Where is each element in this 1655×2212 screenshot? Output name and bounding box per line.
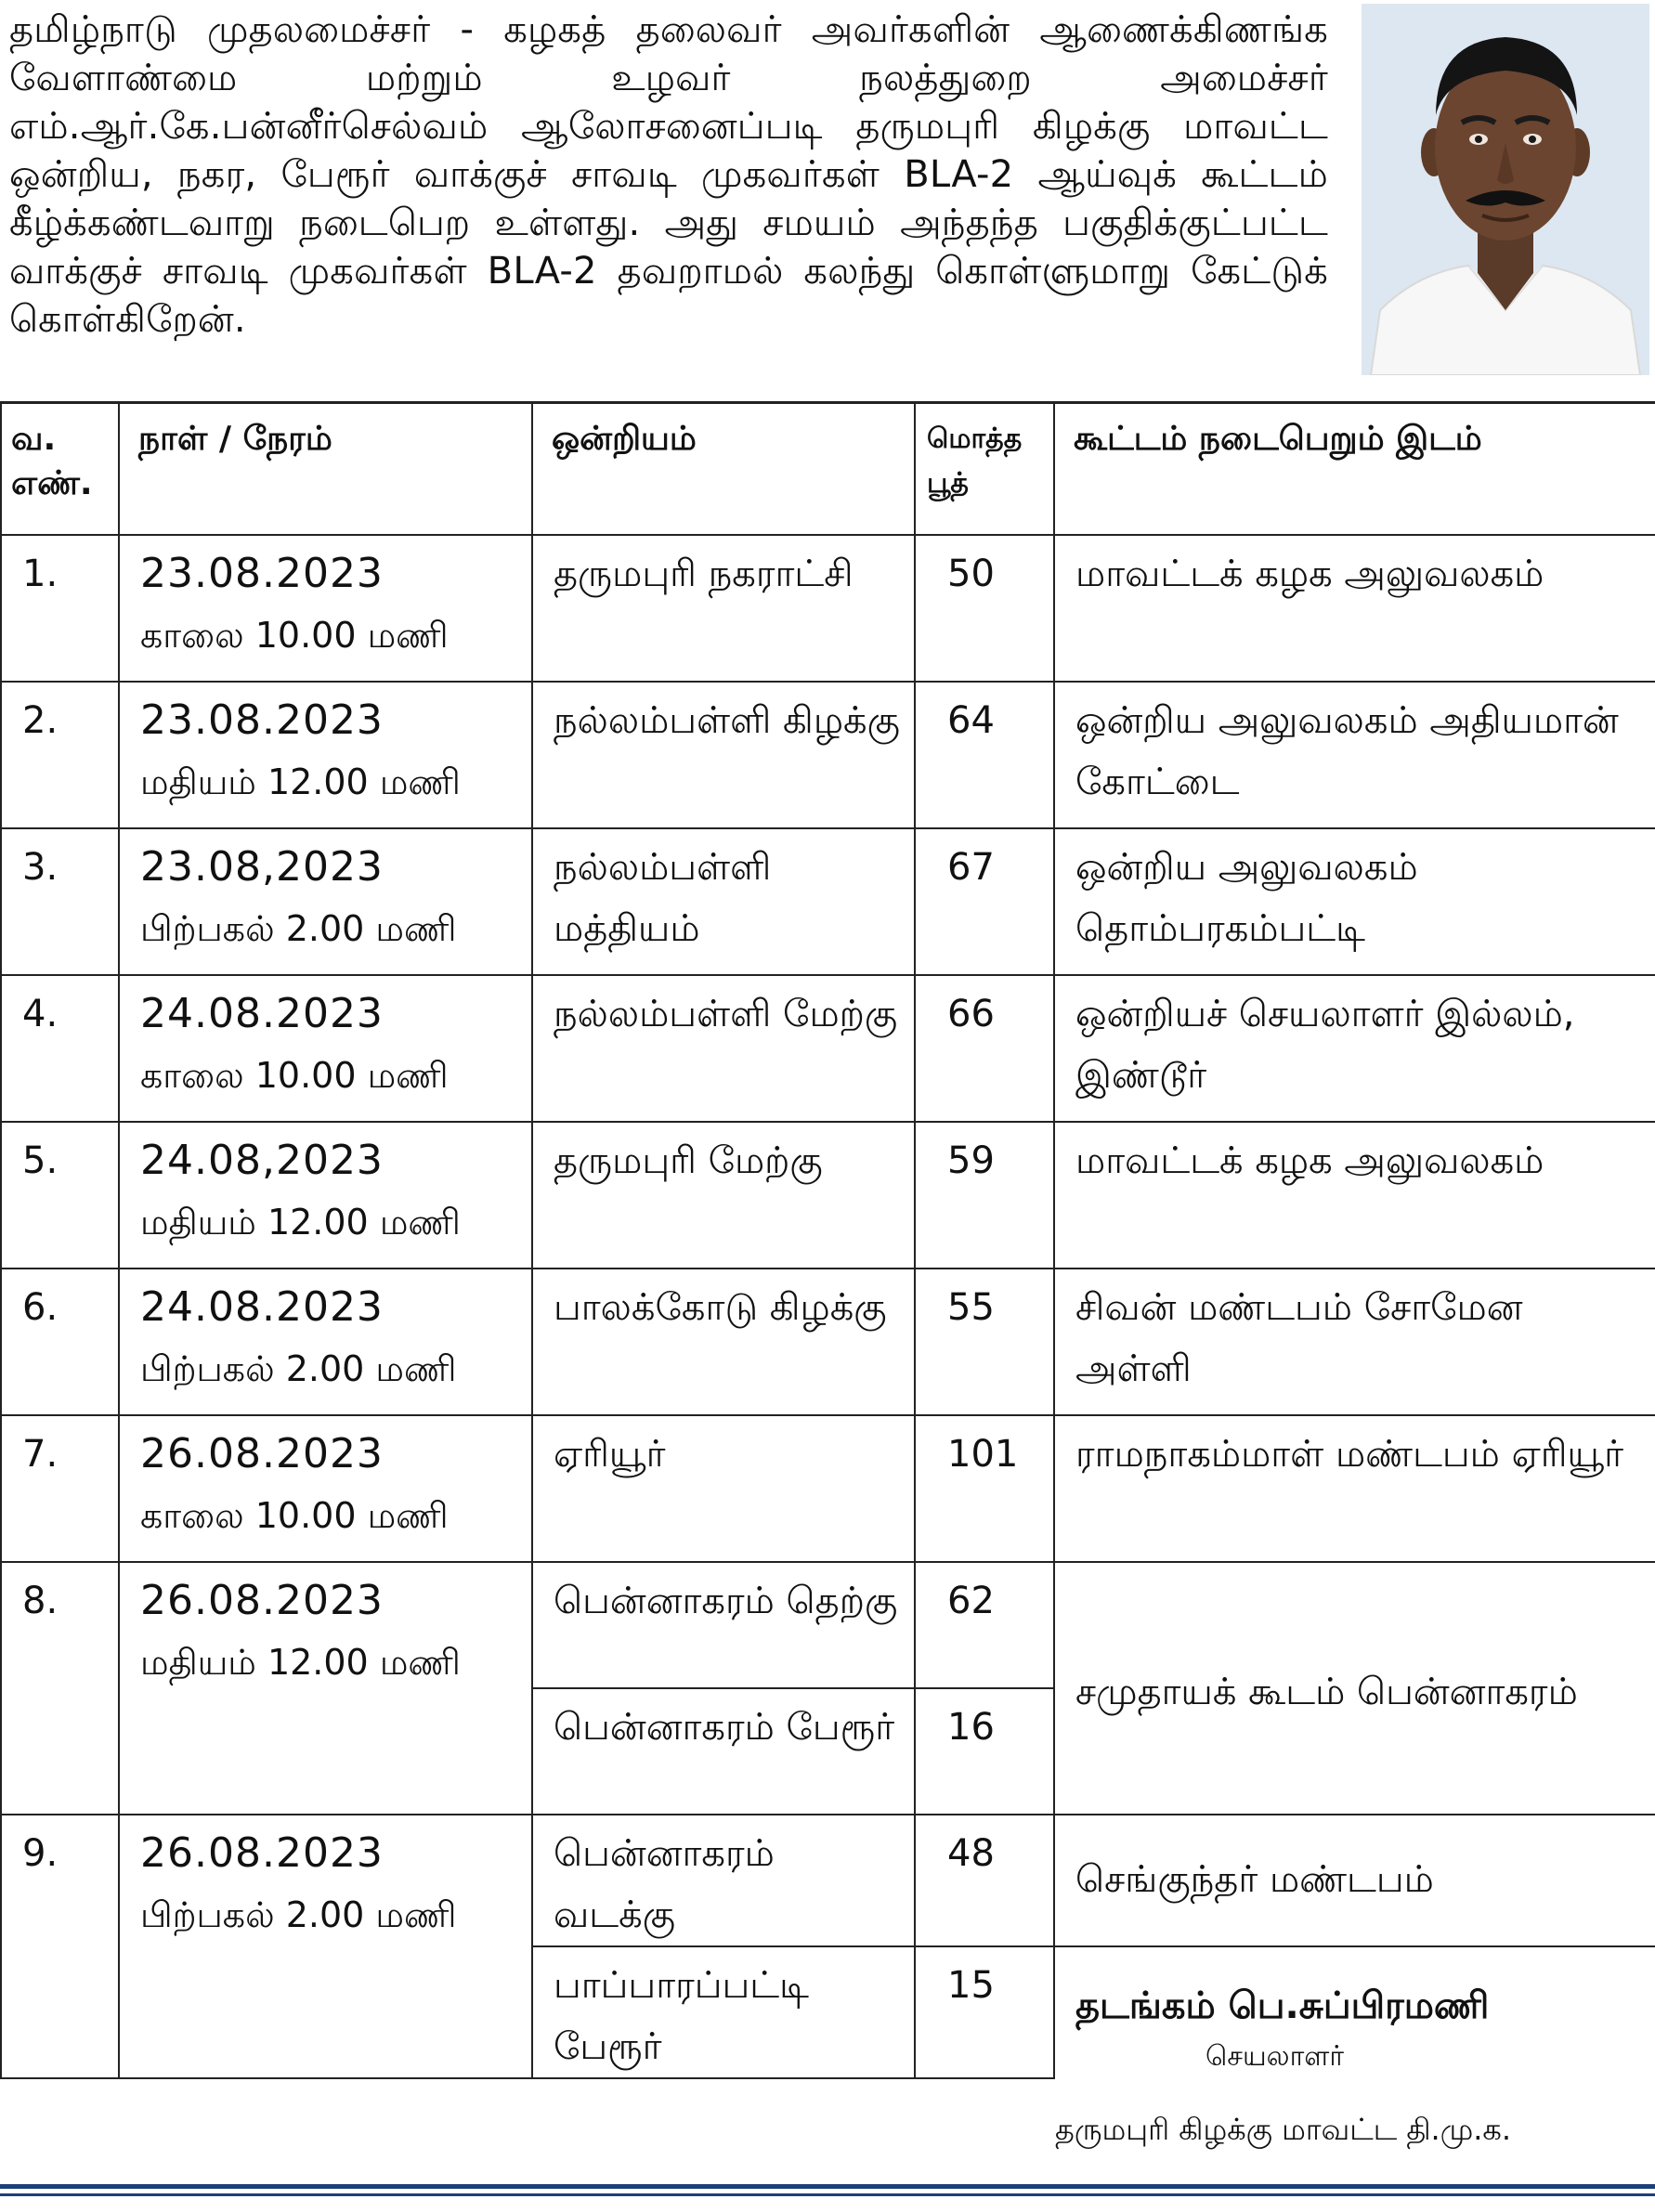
header-booth-count: மொத்த பூத்: [915, 403, 1054, 535]
table-row: [1, 535, 1655, 682]
row-union: ஏரியூர்: [532, 1415, 915, 1562]
row-union: தருமபுரி நகராட்சி: [532, 535, 915, 682]
header-venue: கூட்டம் நடைபெறும் இடம்: [1054, 403, 1655, 535]
row-serial: 5.: [1, 1122, 119, 1269]
row-booth-count: 48: [915, 1815, 1054, 1946]
row-time: பிற்பகல் 2.00 மணி: [140, 907, 457, 949]
row-venue: ராமநாகம்மாள் மண்டபம் ஏரியூர்: [1054, 1415, 1655, 1562]
row-serial: 2.: [1, 682, 119, 828]
row-venue: மாவட்டக் கழக அலுவலகம்: [1054, 1122, 1655, 1269]
row-date-time: [119, 1562, 532, 1815]
signatory-role: செயலாளர்: [1205, 2039, 1345, 2073]
intro-paragraph: தமிழ்நாடு முதலமைச்சர் - கழகத் தலைவர் அவர்களின் ஆணைக்கிணங்க வேளாண்மை மற்றும் உழவர் நலத்துறை அமைச்சர் எம்.ஆர்.கே.பன்னீர்செல்வம் ஆலோசனைப்படி தருமபுரி கிழக்கு மாவட்ட ஒன்றிய, நகர, பேரூர் வாக்குச் சாவடி முகவர்கள் BLA-2 ஆய்வுக் கூட்டம் கீழ்க்கண்டவாறு நடைபெற உள்ளது. அது சமயம் அந்தந்த பகுதிக்குட்பட்ட வாக்குச் சாவடி முகவர்கள் BLA-2 தவறாமல் கலந்து கொள்ளுமாறு கேட்டுக் கொள்கிறேன்.: [9, 8, 1328, 341]
row-union: நல்லம்பள்ளி கிழக்கு: [532, 682, 915, 828]
row-union: பென்னாகரம் தெற்கு: [532, 1562, 915, 1688]
row-date-time: [119, 975, 532, 1122]
row-date: 24.08.2023: [140, 1282, 384, 1331]
table-row: [1, 975, 1655, 1122]
row-date-time: [119, 1415, 532, 1562]
table-header-row: [1, 403, 1655, 535]
portrait-photo: [1362, 4, 1649, 375]
row-venue: ஒன்றியச் செயலாளர் இல்லம், இண்டூர்: [1054, 975, 1655, 1122]
row-venue: சமுதாயக் கூடம் பென்னாகரம்: [1054, 1562, 1655, 1815]
row-booth-count: 59: [915, 1122, 1054, 1269]
row-booth-count: 67: [915, 828, 1054, 975]
row-union: தருமபுரி மேற்கு: [532, 1122, 915, 1269]
meeting-schedule-table: [0, 401, 1655, 2079]
row-date-time: [119, 1269, 532, 1415]
row-serial: 1.: [1, 535, 119, 682]
row-date: 26.08.2023: [140, 1429, 384, 1477]
row-union: பென்னாகரம் வடக்கு: [532, 1815, 915, 1946]
row-venue: செங்குந்தர் மண்டபம்: [1054, 1815, 1655, 1946]
row-booth-count: 66: [915, 975, 1054, 1122]
row-booth-count: 50: [915, 535, 1054, 682]
footer-rule: [0, 2184, 1655, 2189]
row-serial: 8.: [1, 1562, 119, 1815]
row-venue: ஒன்றிய அலுவலகம் அதியமான் கோட்டை: [1054, 682, 1655, 828]
row-union: நல்லம்பள்ளி மேற்கு: [532, 975, 915, 1122]
row-date: 26.08.2023: [140, 1828, 384, 1877]
row-date-time: [119, 682, 532, 828]
row-date-time: [119, 828, 532, 975]
row-serial: 6.: [1, 1269, 119, 1415]
row-time: மதியம் 12.00 மணி: [140, 761, 461, 802]
row-date: 24.08,2023: [140, 1136, 384, 1184]
footer-rule-thin: [0, 2193, 1655, 2196]
row-venue: ஒன்றிய அலுவலகம் தொம்பரகம்பட்டி: [1054, 828, 1655, 975]
table-row: [1, 1122, 1655, 1269]
row-time: காலை 10.00 மணி: [140, 614, 449, 656]
signatory-name: தடங்கம் பெ.சுப்பிரமணி: [1075, 1984, 1490, 2027]
signatory-organization: தருமபுரி கிழக்கு மாவட்ட தி.மு.க.: [1055, 2112, 1512, 2147]
row-serial: 7.: [1, 1415, 119, 1562]
row-time: மதியம் 12.00 மணி: [140, 1641, 461, 1683]
row-date: 23.08.2023: [140, 549, 384, 597]
row-time: பிற்பகல் 2.00 மணி: [140, 1893, 457, 1935]
row-date-time: [119, 1815, 532, 2078]
row-union: பாப்பாரப்பட்டி பேரூர்: [532, 1946, 915, 2078]
row-date-time: [119, 535, 532, 682]
header-union: ஒன்றியம்: [532, 403, 915, 535]
row-time: காலை 10.00 மணி: [140, 1054, 449, 1096]
row-time: பிற்பகல் 2.00 மணி: [140, 1347, 457, 1389]
row-date: 26.08.2023: [140, 1576, 384, 1624]
row-booth-count: 64: [915, 682, 1054, 828]
table-row: [1, 1269, 1655, 1415]
row-booth-count: 62: [915, 1562, 1054, 1688]
row-date: 24.08.2023: [140, 989, 384, 1037]
row-time: மதியம் 12.00 மணி: [140, 1201, 461, 1243]
row-date: 23.08,2023: [140, 842, 384, 891]
row-time: காலை 10.00 மணி: [140, 1494, 449, 1536]
table-row: [1, 828, 1655, 975]
row-venue: மாவட்டக் கழக அலுவலகம்: [1054, 535, 1655, 682]
signature-block: [1054, 1946, 1655, 2078]
row-union: பாலக்கோடு கிழக்கு: [532, 1269, 915, 1415]
row-booth-count: 16: [915, 1688, 1054, 1815]
row-union: நல்லம்பள்ளி மத்தியம்: [532, 828, 915, 975]
header-date-time: நாள் / நேரம்: [119, 403, 532, 535]
row-booth-count: 101: [915, 1415, 1054, 1562]
row-booth-count: 55: [915, 1269, 1054, 1415]
table-row: [1, 1415, 1655, 1562]
row-serial: 4.: [1, 975, 119, 1122]
row-date: 23.08.2023: [140, 696, 384, 744]
row-union: பென்னாகரம் பேரூர்: [532, 1688, 915, 1815]
row-venue: சிவன் மண்டபம் சோமேன அள்ளி: [1054, 1269, 1655, 1415]
row-date-time: [119, 1122, 532, 1269]
row-serial: 3.: [1, 828, 119, 975]
table-row: [1, 1815, 1655, 1946]
table-row: [1, 1562, 1655, 1688]
row-booth-count: 15: [915, 1946, 1054, 2078]
header-serial-number: வ. எண்.: [1, 403, 119, 535]
table-row: [1, 682, 1655, 828]
row-serial: 9.: [1, 1815, 119, 2078]
